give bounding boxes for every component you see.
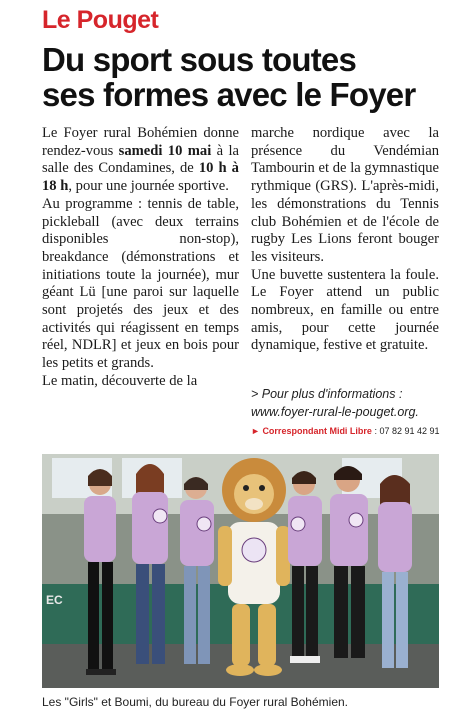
photo-caption: Les "Girls" et Boumi, du bureau du Foyer rural Bohémien. xyxy=(42,695,348,709)
info-label: > Pour plus d'informations : xyxy=(251,387,403,401)
triangle-bullet-icon: ► xyxy=(251,426,260,436)
section-kicker: Le Pouget xyxy=(42,6,159,34)
intro-hours: 10 h à 18 h xyxy=(42,160,239,195)
paragraph-morning-start: Le matin, découverte de la xyxy=(42,372,198,389)
correspondent-label: Correspondant Midi Libre xyxy=(262,426,372,436)
column-right xyxy=(251,125,439,355)
headline xyxy=(42,42,452,112)
intro-text-e: , pour une journée sportive. xyxy=(68,178,229,195)
correspondent-phone: : 07 82 91 42 91 xyxy=(371,426,440,436)
intro-text-c: à la salle des Condamines, de xyxy=(42,142,239,177)
correspondent-line xyxy=(251,426,461,436)
svg-text:EC: EC xyxy=(46,593,63,607)
headline-line-2: ses formes avec le Foyer xyxy=(42,76,416,113)
group-photo-illustration xyxy=(42,454,439,688)
info-website-link[interactable]: www.foyer-rural-le-pouget.org. xyxy=(251,405,419,419)
group-photo xyxy=(42,454,439,688)
paragraph-morning-cont: marche nordique avec la présence du Vendémian Tambourin et de la gymnastique rythmique (GRS). L'après-midi, les démonstrations du Tennis club Bohémien et de l'école de rugby Les Lions feront bouger les visiteurs. xyxy=(251,125,439,265)
paragraph-intro xyxy=(42,125,239,196)
intro-date: samedi 10 mai xyxy=(118,142,212,159)
column-left xyxy=(42,125,239,391)
info-block xyxy=(251,385,451,421)
intro-text-a: Le Foyer rural Bohémien donne rendez-vous xyxy=(42,125,239,159)
paragraph-buvette: Une buvette sustentera la foule. Le Foyer attend un public nombreux, en famille ou entre amis, pour cette journée dynamique, festive et gratuite. xyxy=(251,266,439,354)
paragraph-programme: Au programme : tennis de table, pickleball (avec deux terrains disponibles non-stop), breakdance (démonstrations et initiations toute la journée), mur géant Lü [une paroi sur laquelle sont projetés des jeux et des activités qui réagissent en temps réel, NDLR] et jeux en bois pour les petits et grands. xyxy=(42,195,239,372)
headline-line-1: Du sport sous toutes xyxy=(42,41,357,78)
